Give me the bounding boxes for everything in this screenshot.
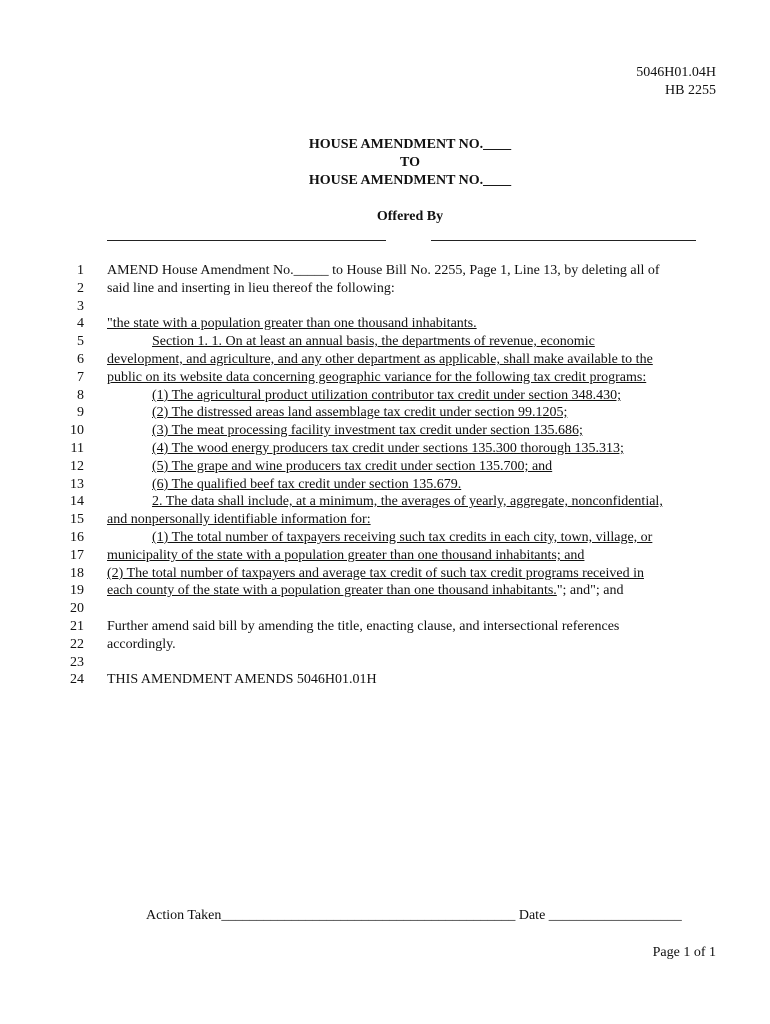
line-text-content: each county of the state with a population greater than one thousand inhabitants.	[107, 583, 557, 598]
line-text	[107, 671, 717, 689]
line-text-content: accordingly.	[107, 637, 176, 652]
line-text	[152, 422, 762, 440]
line-text	[152, 529, 762, 547]
title-line-1: HOUSE AMENDMENT NO.____	[308, 137, 512, 152]
line-text	[107, 280, 717, 298]
line-text	[152, 440, 762, 458]
line-text-content: (4) The wood energy producers tax credit under sections 135.300 thorough 135.313;	[152, 441, 624, 456]
line-number: 7	[77, 370, 84, 385]
line-text-content: 2. The data shall include, at a minimum, the averages of yearly, aggregate, nonconfidential,	[152, 494, 663, 509]
line-number: 15	[70, 512, 84, 527]
line-19-tail: "; and"; and	[556, 583, 624, 598]
line-number: 22	[70, 637, 84, 652]
line-number: 14	[70, 494, 84, 509]
line-number: 19	[70, 583, 84, 598]
line-number: 8	[77, 388, 84, 403]
line-text	[107, 262, 717, 280]
line-text	[152, 333, 762, 351]
line-number: 18	[70, 566, 84, 581]
page-number: Page 1 of 1	[652, 945, 716, 960]
title-line-3: HOUSE AMENDMENT NO.____	[308, 173, 512, 188]
line-text-content: Section 1. 1. On at least an annual basis, the departments of revenue, economic	[152, 334, 595, 349]
line-number: 13	[70, 477, 84, 492]
line-text	[107, 369, 717, 387]
signature-line-right	[431, 240, 696, 241]
line-text-content: "the state with a population greater than one thousand inhabitants.	[107, 316, 477, 331]
line-text-content: (2) The total number of taxpayers and average tax credit of such tax credit programs received in	[107, 566, 644, 581]
line-text	[107, 351, 717, 369]
line-text-content: (2) The distressed areas land assemblage tax credit under section 99.1205;	[152, 405, 568, 420]
line-number: 23	[70, 655, 84, 670]
line-text	[107, 315, 717, 333]
line-number: 11	[70, 441, 84, 456]
line-number: 1	[77, 263, 84, 278]
line-text	[152, 476, 762, 494]
line-text-content: municipality of the state with a population greater than one thousand inhabitants; and	[107, 548, 585, 563]
line-text-content: and nonpersonally identifiable information for:	[107, 512, 371, 527]
offered-by: Offered By	[376, 209, 444, 224]
line-text	[107, 636, 717, 654]
line-number: 20	[70, 601, 84, 616]
line-text-content: AMEND House Amendment No._____ to House Bill No. 2255, Page 1, Line 13, by deleting all of	[107, 263, 660, 278]
title-line-2: TO	[400, 155, 420, 170]
line-text-content: (1) The total number of taxpayers receiving such tax credits in each city, town, village, or	[152, 530, 653, 545]
line-number: 24	[70, 672, 84, 687]
line-number: 9	[77, 405, 84, 420]
line-number: 2	[77, 281, 84, 296]
line-text	[152, 404, 762, 422]
action-taken-line: Action Taken__________________________________________ Date ___________________	[146, 908, 682, 923]
line-number: 16	[70, 530, 84, 545]
line-number: 10	[70, 423, 84, 438]
line-text-content: (6) The qualified beef tax credit under section 135.679.	[152, 477, 462, 492]
line-text	[107, 565, 717, 583]
line-text	[152, 493, 762, 511]
line-text-content: (1) The agricultural product utilization contributor tax credit under section 348.430;	[152, 388, 621, 403]
line-number: 4	[77, 316, 84, 331]
bill-number: HB 2255	[665, 83, 716, 98]
line-text	[152, 387, 762, 405]
line-text	[107, 582, 717, 600]
line-text-content: (3) The meat processing facility investment tax credit under section 135.686;	[152, 423, 583, 438]
line-text	[107, 547, 717, 565]
line-text-content: Further amend said bill by amending the title, enacting clause, and intersectional references	[107, 619, 620, 634]
line-number: 3	[77, 299, 84, 314]
line-text	[152, 458, 762, 476]
line-text-content: (5) The grape and wine producers tax credit under section 135.700; and	[152, 459, 553, 474]
line-number: 17	[70, 548, 84, 563]
line-text-content: said line and inserting in lieu thereof the following:	[107, 281, 395, 296]
line-number: 5	[77, 334, 84, 349]
line-number: 12	[70, 459, 84, 474]
doc-code: 5046H01.04H	[636, 65, 716, 80]
line-number: 6	[77, 352, 84, 367]
line-number: 21	[70, 619, 84, 634]
line-text	[107, 618, 717, 636]
line-text-content: development, and agriculture, and any other department as applicable, shall make available to the	[107, 352, 653, 367]
line-text-content: THIS AMENDMENT AMENDS 5046H01.01H	[107, 672, 377, 687]
line-text	[107, 511, 717, 529]
line-text-content: public on its website data concerning geographic variance for the following tax credit programs:	[107, 370, 647, 385]
signature-line-left	[107, 240, 386, 241]
